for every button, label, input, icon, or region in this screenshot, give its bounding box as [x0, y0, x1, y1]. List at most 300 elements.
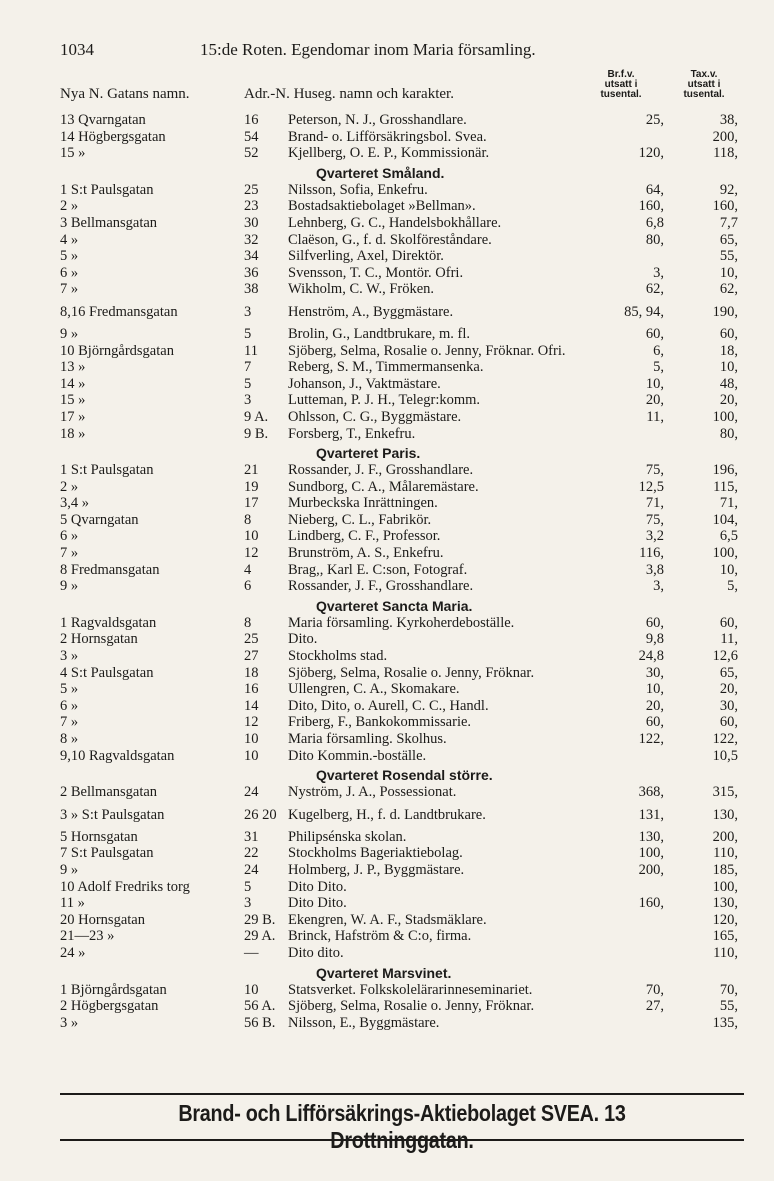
tax-value: 80,: [719, 425, 738, 442]
fire-insurance-value: 3,: [653, 264, 664, 281]
owner-description: Brinck, Hafström & C:o, firma.: [288, 928, 472, 945]
owner-description: Bostadsaktiebolaget »Bellman».: [288, 198, 476, 215]
property-row: [0, 578, 774, 595]
property-row: [0, 784, 774, 801]
house-number: 3: [244, 392, 252, 409]
tax-value: 115,: [713, 478, 738, 495]
fire-insurance-value: 131,: [638, 806, 664, 823]
owner-description: Lindberg, C. F., Professor.: [288, 528, 441, 545]
property-row: [0, 631, 774, 648]
tax-value: 10,: [719, 561, 738, 578]
block-heading: [0, 442, 774, 462]
street-address: 9 »: [60, 325, 79, 342]
owner-description: Stockholms stad.: [288, 648, 388, 665]
street-address: 14 Högbergsgatan: [60, 128, 166, 145]
fire-insurance-value: 6,: [653, 342, 664, 359]
property-row: [0, 462, 774, 479]
owner-description: Nilsson, E., Byggmästare.: [288, 1014, 440, 1031]
fire-insurance-value: 200,: [638, 861, 664, 878]
street-address: 2 »: [60, 478, 79, 495]
house-number: 3: [244, 895, 252, 912]
street-address: 9,10 Ragvaldsgatan: [60, 747, 175, 764]
owner-description: Brag,, Karl E. C:son, Fotograf.: [288, 561, 468, 578]
tax-value: 60,: [719, 714, 738, 731]
street-address: 1 S:t Paulsgatan: [60, 181, 154, 198]
fire-insurance-value: 85, 94,: [624, 303, 664, 320]
house-number: 38: [244, 281, 259, 298]
tax-value: 100,: [712, 408, 738, 425]
owner-description: Maria församling. Skolhus.: [288, 731, 447, 747]
house-number: 12: [244, 714, 259, 731]
property-column-header: Adr.-N. Huseg. namn och karakter.: [244, 86, 454, 102]
street-address: 3,4 »: [60, 495, 89, 512]
fire-insurance-value: 100,: [638, 845, 664, 862]
house-number: 25: [244, 631, 259, 648]
street-address: 1 Björngårdsgatan: [60, 981, 167, 998]
house-number: 5: [244, 878, 252, 895]
owner-description: Stockholms Bageriaktiebolag.: [288, 845, 463, 862]
tax-value: 7,7: [719, 214, 738, 231]
house-number: 10: [244, 528, 259, 545]
street-address: 5 »: [60, 248, 79, 265]
tax-value: 100,: [712, 545, 738, 562]
property-row: [0, 248, 774, 265]
street-address: 4 S:t Paulsgatan: [60, 664, 154, 681]
advertisement-text: Brand- och Lifförsäkrings-Aktiebolaget SVEA. 13 Drottninggatan.: [178, 1100, 626, 1153]
fire-insurance-value: 10,: [645, 375, 664, 392]
tax-value: 118,: [713, 145, 738, 162]
fire-insurance-value: 30,: [645, 664, 664, 681]
house-number: 56 B.: [244, 1014, 276, 1031]
owner-description: Holmberg, J. P., Byggmästare.: [288, 861, 465, 878]
tax-value: 190,: [712, 303, 738, 320]
tax-value: 130,: [712, 806, 738, 823]
fire-insurance-value: 12,5: [638, 478, 664, 495]
street-address: 9 »: [60, 861, 79, 878]
tax-value: 55,: [719, 248, 738, 265]
house-number: 4: [244, 561, 252, 578]
street-address: 10 Adolf Fredriks torg: [60, 878, 190, 895]
house-number: 6: [244, 578, 252, 595]
street-address: 2 Hornsgatan: [60, 631, 138, 648]
owner-description: Nilsson, Sofia, Enkefru.: [288, 181, 428, 198]
house-number: 18: [244, 664, 259, 681]
tax-value: 10,5: [712, 747, 738, 764]
block-title: Qvarteret Marsvinet.: [316, 964, 452, 981]
property-row: [0, 1015, 774, 1032]
street-address: 1 S:t Paulsgatan: [60, 462, 154, 479]
house-number: 9 B.: [244, 425, 269, 442]
street-address: 6 »: [60, 264, 79, 281]
fire-insurance-value: 62,: [645, 281, 664, 298]
fire-insurance-value: 75,: [645, 462, 664, 479]
tax-value: 60,: [719, 325, 738, 342]
street-address: 13 »: [60, 359, 86, 376]
property-row: [0, 801, 774, 829]
owner-description: Murbeckska Inrättningen.: [288, 495, 438, 512]
tax-value-column-header: [664, 70, 744, 100]
tax-value: 185,: [712, 861, 738, 878]
property-row: [0, 215, 774, 232]
owner-description: Forsberg, T., Enkefru.: [288, 425, 416, 442]
fire-insurance-value: 75,: [645, 511, 664, 528]
property-row: [0, 665, 774, 682]
house-number: 54: [244, 128, 259, 145]
fire-insurance-value: 27,: [645, 998, 664, 1015]
block-title: Qvarteret Paris.: [316, 445, 421, 462]
house-number: 19: [244, 478, 259, 495]
fire-insurance-value: 10,: [645, 681, 664, 698]
property-row: [0, 562, 774, 579]
house-number: 10: [244, 981, 259, 998]
property-row: [0, 198, 774, 215]
tax-value: 92,: [719, 181, 738, 198]
street-address: 6 »: [60, 528, 79, 545]
owner-description: Lutteman, P. J. H., Telegr:komm.: [288, 392, 481, 409]
tax-value-header-line: tusental.: [683, 89, 725, 100]
column-headers: [0, 70, 774, 106]
tax-value: 135,: [712, 1014, 738, 1031]
property-row: [0, 862, 774, 879]
owner-description: Wikholm, C. W., Fröken.: [288, 281, 435, 298]
tax-value: 65,: [719, 664, 738, 681]
fire-insurance-value: 60,: [645, 325, 664, 342]
owner-description: Silfverling, Axel, Direktör.: [288, 248, 444, 265]
property-row: [0, 343, 774, 360]
property-row: [0, 182, 774, 199]
fire-insurance-value: 3,8: [645, 561, 664, 578]
house-number: 52: [244, 145, 259, 162]
owner-description: Peterson, N. J., Grosshandlare.: [288, 112, 467, 128]
street-address: 10 Björngårdsgatan: [60, 342, 174, 359]
street-address: 7 »: [60, 714, 79, 731]
property-row: [0, 615, 774, 632]
property-row: [0, 879, 774, 896]
property-row: [0, 714, 774, 731]
property-row: [0, 512, 774, 529]
property-row: [0, 982, 774, 999]
street-address: 3 »: [60, 648, 79, 665]
property-row: [0, 648, 774, 665]
property-row: [0, 928, 774, 945]
street-address: 7 »: [60, 545, 79, 562]
owner-description: Reberg, S. M., Timmermansenka.: [288, 359, 484, 376]
fire-insurance-value: 11,: [646, 408, 664, 425]
owner-description: Sjöberg, Selma, Rosalie o. Jenny, Fröknar.: [288, 998, 535, 1015]
tax-value: 122,: [712, 731, 738, 747]
tax-value: 10,: [719, 359, 738, 376]
street-address: 2 Högbergsgatan: [60, 998, 159, 1015]
owner-description: Brand- o. Lifförsäkringsbol. Svea.: [288, 128, 487, 145]
property-row: [0, 232, 774, 249]
tax-value: 11,: [720, 631, 738, 648]
tax-value: 60,: [719, 614, 738, 631]
fire-insurance-value: 70,: [645, 981, 664, 998]
house-number: 16: [244, 112, 259, 128]
fire-insurance-value: 60,: [645, 614, 664, 631]
fire-insurance-value: 24,8: [638, 648, 664, 665]
property-row: [0, 495, 774, 512]
page-number: 1034: [60, 40, 94, 59]
house-number: 24: [244, 861, 259, 878]
property-row: [0, 298, 774, 326]
property-row: [0, 945, 774, 962]
house-number: 26 20: [244, 806, 277, 823]
tax-value: 130,: [712, 895, 738, 912]
property-row: [0, 409, 774, 426]
owner-description: Henström, A., Byggmästare.: [288, 303, 454, 320]
tax-value-header-line: Tax.v.: [690, 69, 718, 80]
tax-value: 55,: [719, 998, 738, 1015]
street-address: 2 »: [60, 198, 79, 215]
tax-value: 6,5: [719, 528, 738, 545]
street-address: 5 »: [60, 681, 79, 698]
tax-value: 165,: [712, 928, 738, 945]
house-number: 8: [244, 614, 252, 631]
owner-description: Statsverket. Folkskolelärarinneseminariet.: [288, 981, 533, 998]
owner-description: Brunström, A. S., Enkefru.: [288, 545, 444, 562]
property-row: [0, 681, 774, 698]
house-number: 5: [244, 325, 252, 342]
house-number: 32: [244, 231, 259, 248]
fire-value-header-line: utsatt i: [604, 79, 638, 90]
property-row: [0, 479, 774, 496]
property-row: [0, 112, 774, 129]
house-number: 23: [244, 198, 259, 215]
house-number: 29 B.: [244, 911, 276, 928]
tax-value: 65,: [719, 231, 738, 248]
property-row: [0, 895, 774, 912]
house-number: 56 A.: [244, 998, 276, 1015]
owner-description: Nyström, J. A., Possessionat.: [288, 784, 457, 801]
house-number: 24: [244, 784, 259, 801]
tax-value: 30,: [719, 697, 738, 714]
property-row: [0, 731, 774, 748]
owner-description: Dito.: [288, 631, 318, 648]
house-number: 10: [244, 731, 259, 747]
property-list: [0, 112, 774, 1031]
owner-description: Ohlsson, C. G., Byggmästare.: [288, 408, 462, 425]
house-number: 22: [244, 845, 259, 862]
street-address: 14 »: [60, 375, 86, 392]
owner-description: Brolin, G., Landtbrukare, m. fl.: [288, 325, 471, 342]
property-row: [0, 545, 774, 562]
fire-insurance-value: 9,8: [645, 631, 664, 648]
fire-insurance-value: 120,: [638, 145, 664, 162]
property-row: [0, 748, 774, 765]
street-address: 2 Bellmansgatan: [60, 784, 158, 801]
page-header: [0, 40, 774, 62]
owner-description: Sjöberg, Selma, Rosalie o. Jenny, Fröknar. Ofri.: [288, 342, 566, 359]
fire-value-column-header: [576, 70, 666, 100]
fire-insurance-value: 160,: [638, 895, 664, 912]
fire-insurance-value: 5,: [653, 359, 664, 376]
owner-description: Lehnberg, G. C., Handelsbokhållare.: [288, 214, 502, 231]
property-row: [0, 426, 774, 443]
owner-description: Ekengren, W. A. F., Stadsmäklare.: [288, 911, 487, 928]
fire-insurance-value: 130,: [638, 828, 664, 845]
block-title: Qvarteret Rosendal större.: [316, 767, 493, 784]
tax-value: 38,: [719, 112, 738, 128]
tax-value: 10,: [719, 264, 738, 281]
fire-insurance-value: 122,: [638, 731, 664, 747]
tax-value: 196,: [712, 462, 738, 479]
street-address: 3 Bellmansgatan: [60, 214, 158, 231]
fire-insurance-value: 3,2: [645, 528, 664, 545]
tax-value: 110,: [713, 845, 738, 862]
owner-description: Sundborg, C. A., Målaremästare.: [288, 478, 479, 495]
block-title: Qvarteret Sancta Maria.: [316, 597, 473, 614]
house-number: 27: [244, 648, 259, 665]
tax-value: 48,: [719, 375, 738, 392]
tax-value: 20,: [719, 392, 738, 409]
street-address: 21—23 »: [60, 928, 115, 945]
property-row: [0, 912, 774, 929]
tax-value: 100,: [712, 878, 738, 895]
street-address: 5 Qvarngatan: [60, 511, 139, 528]
block-title: Qvarteret Småland.: [316, 164, 445, 181]
owner-description: Maria församling. Kyrkoherdeboställe.: [288, 614, 515, 631]
house-number: 8: [244, 511, 252, 528]
house-number: 3: [244, 303, 252, 320]
fire-insurance-value: 6,8: [645, 214, 664, 231]
house-number: 12: [244, 545, 259, 562]
street-address: 15 »: [60, 145, 86, 162]
owner-description: Friberg, F., Bankokommissarie.: [288, 714, 472, 731]
house-number: 34: [244, 248, 259, 265]
fire-insurance-value: 64,: [645, 181, 664, 198]
property-row: [0, 998, 774, 1015]
house-number: 17: [244, 495, 259, 512]
property-row: [0, 145, 774, 162]
owner-description: Ullengren, C. A., Skomakare.: [288, 681, 460, 698]
block-heading: [0, 162, 774, 182]
property-row: [0, 265, 774, 282]
street-address: 17 »: [60, 408, 86, 425]
owner-description: Dito Kommin.-boställe.: [288, 747, 427, 764]
fire-insurance-value: 71,: [645, 495, 664, 512]
tax-value: 120,: [712, 911, 738, 928]
house-number: 7: [244, 359, 252, 376]
owner-description: Sjöberg, Selma, Rosalie o. Jenny, Fröknar.: [288, 664, 535, 681]
tax-value: 200,: [712, 128, 738, 145]
street-address: 3 » S:t Paulsgatan: [60, 806, 165, 823]
tax-value-header-line: utsatt i: [687, 79, 721, 90]
owner-description: Johanson, J., Vaktmästare.: [288, 375, 441, 392]
fire-insurance-value: 368,: [638, 784, 664, 801]
owner-description: Kjellberg, O. E. P., Kommissionär.: [288, 145, 490, 162]
advertisement-banner: [60, 1093, 744, 1153]
street-address: 8 Fredmansgatan: [60, 561, 160, 578]
tax-value: 5,: [727, 578, 738, 595]
property-row: [0, 359, 774, 376]
house-number: 25: [244, 181, 259, 198]
street-address: 8 »: [60, 731, 79, 747]
street-address: 24 »: [60, 944, 86, 961]
property-row: [0, 392, 774, 409]
owner-description: Nieberg, C. L., Fabrikör.: [288, 511, 432, 528]
tax-value: 71,: [719, 495, 738, 512]
fire-insurance-value: 20,: [645, 697, 664, 714]
house-number: 10: [244, 747, 259, 764]
owner-description: Rossander, J. F., Grosshandlare.: [288, 462, 474, 479]
owner-description: Rossander, J. F., Grosshandlare.: [288, 578, 474, 595]
fire-insurance-value: 20,: [645, 392, 664, 409]
street-address: 7 »: [60, 281, 79, 298]
owner-description: Kugelberg, H., f. d. Landtbrukare.: [288, 806, 486, 823]
tax-value: 110,: [713, 944, 738, 961]
house-number: 14: [244, 697, 259, 714]
house-number: 21: [244, 462, 259, 479]
property-row: [0, 698, 774, 715]
property-row: [0, 326, 774, 343]
property-row: [0, 528, 774, 545]
street-address: 1 Ragvaldsgatan: [60, 614, 157, 631]
fire-value-header-line: Br.f.v.: [607, 69, 635, 80]
tax-value: 200,: [712, 828, 738, 845]
tax-value: 20,: [719, 681, 738, 698]
fire-insurance-value: 3,: [653, 578, 664, 595]
block-heading: [0, 764, 774, 784]
house-number: 9 A.: [244, 408, 269, 425]
tax-value: 62,: [719, 281, 738, 298]
street-address: 4 »: [60, 231, 79, 248]
street-column-header: Nya N. Gatans namn.: [60, 86, 190, 102]
fire-insurance-value: 160,: [638, 198, 664, 215]
street-address: 9 »: [60, 578, 79, 595]
owner-description: Dito, Dito, o. Aurell, C. C., Handl.: [288, 697, 489, 714]
fire-insurance-value: 60,: [645, 714, 664, 731]
fire-insurance-value: 25,: [645, 112, 664, 128]
block-heading: [0, 595, 774, 615]
street-address: 20 Hornsgatan: [60, 911, 145, 928]
property-row: [0, 281, 774, 298]
owner-description: Dito dito.: [288, 944, 344, 961]
tax-value: 12,6: [712, 648, 738, 665]
tax-value: 160,: [712, 198, 738, 215]
street-address: 13 Qvarngatan: [60, 112, 146, 128]
street-address: 7 S:t Paulsgatan: [60, 845, 154, 862]
page-title: 15:de Roten. Egendomar inom Maria församling.: [200, 40, 536, 59]
owner-description: Dito Dito.: [288, 895, 347, 912]
fire-insurance-value: 80,: [645, 231, 664, 248]
tax-value: 70,: [719, 981, 738, 998]
street-address: 18 »: [60, 425, 86, 442]
street-address: 6 »: [60, 697, 79, 714]
house-number: 16: [244, 681, 259, 698]
owner-description: Svensson, T. C., Montör. Ofri.: [288, 264, 464, 281]
house-number: 29 A.: [244, 928, 276, 945]
house-number: —: [244, 944, 259, 961]
owner-description: Philipsénska skolan.: [288, 828, 407, 845]
street-address: 11 »: [60, 895, 85, 912]
fire-value-header-line: tusental.: [600, 89, 642, 100]
street-address: 3 »: [60, 1014, 79, 1031]
tax-value: 104,: [712, 511, 738, 528]
property-row: [0, 845, 774, 862]
owner-description: Claëson, G., f. d. Skolföreståndare.: [288, 231, 492, 248]
tax-value: 18,: [719, 342, 738, 359]
tax-value: 315,: [712, 784, 738, 801]
fire-insurance-value: 116,: [639, 545, 664, 562]
house-number: 31: [244, 828, 259, 845]
block-heading: [0, 962, 774, 982]
owner-description: Dito Dito.: [288, 878, 347, 895]
property-row: [0, 129, 774, 146]
house-number: 36: [244, 264, 259, 281]
house-number: 5: [244, 375, 252, 392]
property-row: [0, 376, 774, 393]
